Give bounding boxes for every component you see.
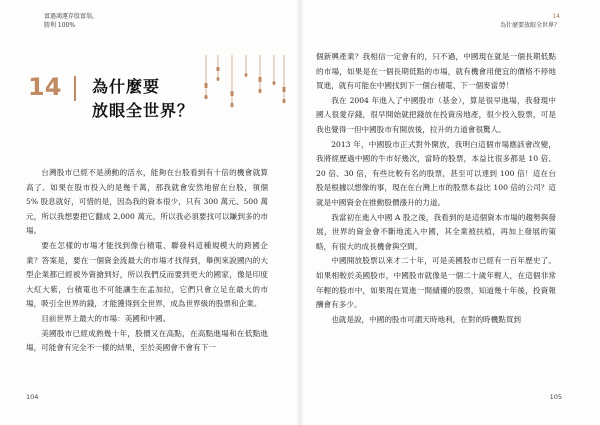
paragraph: 中國開放股票以來才二十年，可是美國股市已經有一百年歷史了。如果相較於美國股市，中國股市就像是一個二十歲年輕人，在這個非常年輕的股市中，如果現在買進一間績優的股票，知道幾十年後，投資報酬會有多少。 (316, 256, 556, 310)
header-line-1: 富過鴻運存股富翁， (44, 13, 99, 20)
book-gutter-shadow (296, 0, 304, 425)
paragraph: 美國股市已經成熟幾十年，股價又在高點，在高點進場和在低點進場，可能會有完全不一樣的結果，至於美國會不會有下一 (26, 328, 268, 353)
right-body-text (316, 50, 556, 327)
left-running-header (44, 12, 204, 30)
chapter-divider (74, 76, 76, 101)
header-chapter-title: 為什麼要放眼全世界？ (499, 22, 560, 29)
chapter-title-line-2: 放眼全世界？ (92, 101, 195, 120)
paragraph: 台灣股市已經不是湧動的活水，能夠在台股看到有十倍的機會就算高了。如果在股市投入的是幾千萬，那我就會安然地留在台股，領個 5% 股息就好，可惜的是，因為我的資本很少，只有 300 萬元、500 萬元，所以我想要把它翻成 2,000 萬元，所以我必須要找可以賺到多的市場。 (26, 168, 268, 236)
chapter-number: 14 (28, 73, 62, 101)
hanging-ornaments-illustration (198, 55, 288, 115)
left-body-text (26, 166, 268, 356)
chapter-title (92, 75, 194, 123)
paragraph: 要在怎樣的市場才能找到像台積電、聯發科這種規模大的跨國企業？答案是，要在一個資金流最大的市場才找得到，舉例來說國內的大型企業都已經被外資搶到好，所以我們反而要到更大的國家，像是印度大紅大紫，台積電也不可能讓生在孟加拉，它們只會立足在最大的市場，吸引全世界的錢，才能獲得到全世界，成為世界級的股票和企業。 (26, 240, 268, 309)
paragraph: 2013 年，中國股市正式對外開放，我明白這個市場應該會改變，我將經歷過中國的牛市好幾次，當時的股票，本益比很多都是 10 倍、20 倍、30 倍，有些比較有名的股票，甚至可以達到 100 倍！這在台股是根據以想像的事，現在在台灣上市的股票本益比 100 倍的公司？這就是中國資金在推動股價漲升的力道。 (316, 139, 556, 207)
paragraph: 我在 2004 年進入了中國股市（基金），算是很早進場，我發現中國人很愛存錢，很早開始就把錢放在投資房地產，很少投入股票，可是我也覺得一但中國股市有開放後，拉升的力道會很驚人。 (316, 95, 556, 134)
page-number-left: 104 (26, 393, 39, 401)
paragraph: 也就是說，中國的股市可謂天時地利，在對的時機點買到 (331, 314, 522, 324)
paragraph: 個新興產業？我相信一定會有的，只不過，中國現在就是一個長期低點的市場，如果是在一個長期低點的市場，就有機會用便宜的價格不停地買進，就有可能在中國找到下一個台積電、下一個麥當勞！ (316, 52, 556, 91)
chapter-title-line-1: 為什麼要 (92, 77, 161, 96)
header-chapter-number: 14 (552, 13, 560, 20)
right-page (300, 0, 600, 425)
paragraph: 我當初在進入中國 A 股之後，我看到的是這個資本市場的趨勢與發展，世界的資金會不斷地流入中國，其全業被扶植，再加上發展的策略，有很大的成長機會與空間。 (316, 212, 556, 251)
page-number-right: 105 (549, 393, 562, 401)
right-running-header (400, 12, 560, 30)
header-line-2: 勝利 100% (44, 22, 76, 29)
paragraph: 目前世界上最大的市場：美國和中國。 (41, 313, 171, 323)
